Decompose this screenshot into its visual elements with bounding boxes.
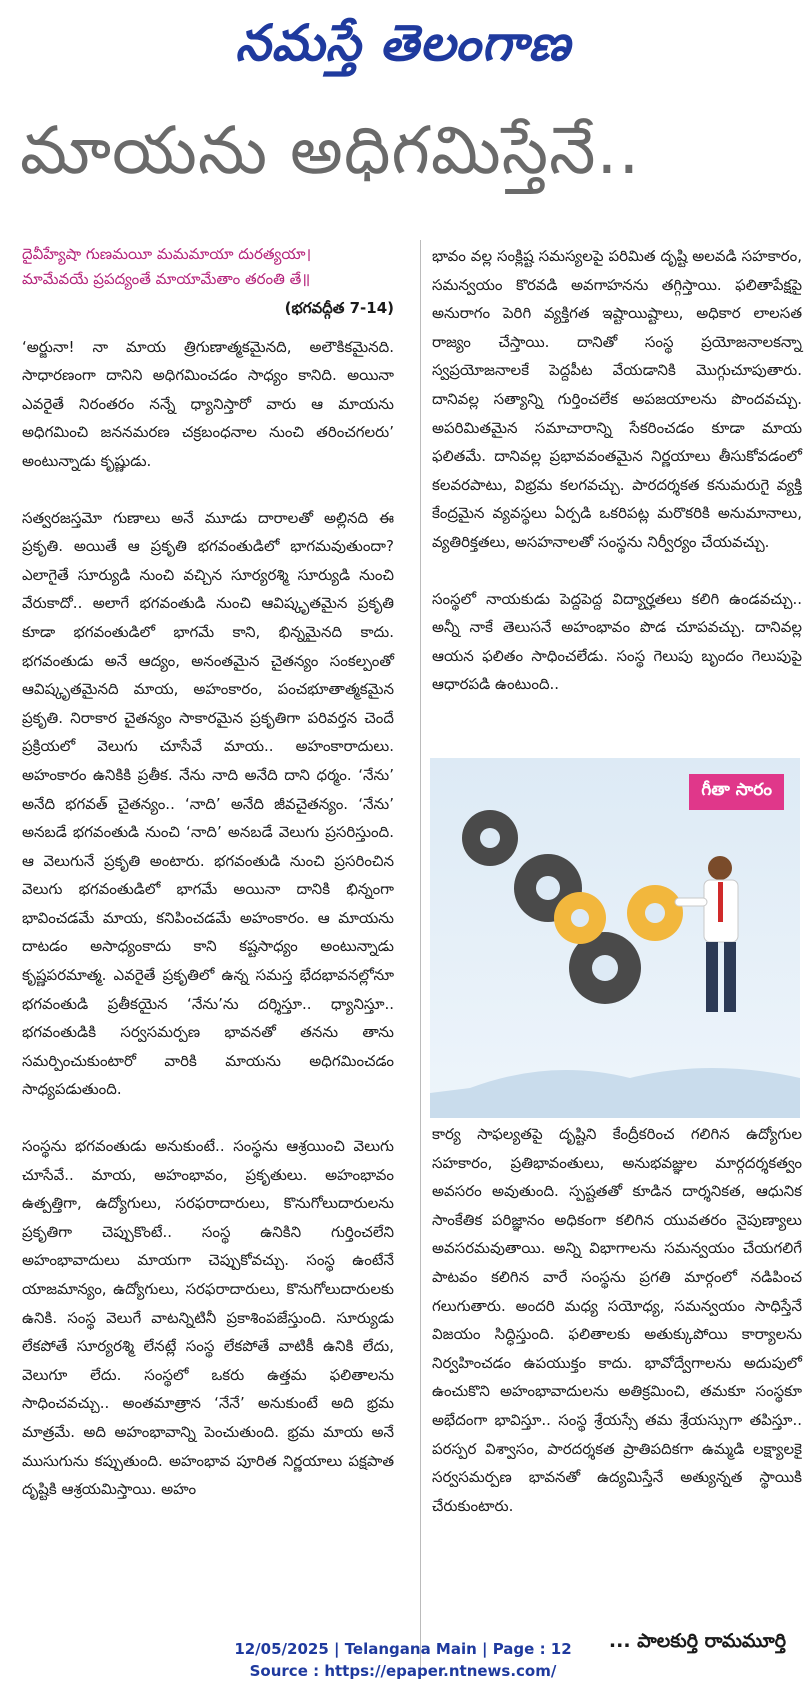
shloka-reference: (భగవద్గీత 7-14) [284, 299, 394, 317]
column-divider [420, 240, 421, 1670]
gears-illustration-icon [430, 758, 800, 1118]
gita-saram-badge: గీతా సారం [689, 774, 784, 810]
body-paragraph: సంస్థను భగవంతుడు అనుకుంటే.. సంస్థను ఆశ్రయించి వెలుగు చూసేవే.. మాయ, అహంభావం, ప్రకృతులు. అహంభావం ఉత్పత్తిగా, ఉద్యోగులు, సరఫరాదారులు, కొనుగోలుదారులను ప్రకృతిగా చెప్పుకొంటే.. సంస్థ ఉనికిని గుర్తించలేని అహంభావాదులు మాయగా చెప్పుకోవచ్చు. సంస్థ ఉంటేనే యాజమాన్యం, ఉద్యోగులు, సరఫరాదారులు, కొనుగోలుదారులకు ఉనికి. సంస్థ వెలుగే వాటన్నిటినీ ప్రకాశింపజేస్తుంది. సూర్యుడు లేకపోతే సూర్యరశ్మి లేనట్లే సంస్థ లేకపోతే వాటికీ ఉనికి లేదు, వెలుగూ లేదు. సంస్థలో ఒకరు ఉత్తమ ఫలితాలను సాధించవచ్చు.. అంతమాత్రాన ‘నేనే’ అనుకుంటే అది భ్రమ మాత్రమే. అది అహంభావాన్ని పెంచుతుంది. భ్రమ మాయ అనే ముసుగును కప్పుతుంది. అహంభావ పూరిత నిర్ణయాలు పక్షపాత దృష్టికి ఆశ్రయమిస్తాయి. అహం [22, 1137, 394, 1499]
right-column-top [432, 242, 802, 727]
article-illustration [430, 758, 800, 1118]
author-signature: ... పాలకుర్తి రామమూర్తి [608, 1630, 786, 1652]
body-paragraph: భావం వల్ల సంక్లిష్ట సమస్యలపై పరిమిత దృష్టి అలవడి సహకారం, సమన్వయం కొరవడి అవగాహనను తగ్గిస్తాయి. ఫలితాపేక్షపై అనురాగం పెరిగి వ్యక్తిగత ఇష్టాయిష్టాలు, అధికార లాలసత రాజ్యం చేస్తాయి. దానితో సంస్థ ప్రయోజనాలకన్నా స్వప్రయోజనాలకే పెద్దపీట వేయడానికి మొగ్గుచూపుతారు. దానివల్ల సత్యాన్ని గుర్తించలేక అపజయాలను పొందవచ్చు. అపరిమితమైన సమాచారాన్ని సేకరించడం కూడా మాయ ఫలితమే. దానివల్ల ప్రభావవంతమైన నిర్ణయాలు తీసుకోవడంలో కలవరపాటు, విభ్రమ కలగవచ్చు. పారదర్శకత కనుమరుగై వ్యక్తి కేంద్రమైన వ్యవస్థలు ఏర్పడి ఒకరిపట్ల మరొకరికి అనుమానాలు, వ్యతిరిక్తతలు, అసహనాలతో సంస్థను నిర్వీర్యం చేయవచ్చు. [432, 247, 802, 551]
footer-source-line: Source : https://epaper.ntnews.com/ [249, 1662, 557, 1680]
newspaper-masthead: నమస్తే తెలంగాణ [235, 14, 571, 72]
article-headline: మాయను అధిగమిస్తేనే.. [20, 112, 641, 189]
body-paragraph: కార్య సాఫల్యతపై దృష్టిని కేంద్రీకరించ గలిగిన ఉద్యోగుల సహకారం, ప్రతిభావంతులు, అనుభవజ్ఞుల మార్గదర్శకత్వం అవసరం అవుతుంది. స్పష్టతతో కూడిన దార్శనికత, ఆధునిక సాంకేతిక పరిజ్ఞానం అధికంగా కలిగిన యువతరం నైపుణ్యాలు అవసరమవుతాయి. అన్ని విభాగాలను సమన్వయం చేయగలిగే పాటవం కలిగిన వారే సంస్థను ప్రగతి మార్గంలో నడిపించ గలుగుతారు. అందరి మధ్య సయోధ్య, సమన్వయం సాధిస్తేనే విజయం సిద్ధిస్తుంది. ఫలితాలకు అతుక్కుపోయి కార్యాలను నిర్వహించడం ఉపయుక్తం కాదు. భావోద్వేగాలను అదుపులో ఉంచుకొని అహంభావాదులను అతిక్రమించి, తమకూ సంస్థకూ అభేదంగా భావిస్తూ.. సంస్థ శ్రేయస్సే తమ శ్రేయస్సుగా తపిస్తూ.. పరస్పర విశ్వాసం, పారదర్శకత ప్రాతిపదికగా ఉమ్మడి లక్ష్యాలకై సర్వసమర్పణ భావనతో ఉద్యమిస్తేనే అత్యున్నత స్థాయికి చేరుకుంటారు. [432, 1125, 802, 1515]
page-footer [0, 1638, 806, 1682]
shloka-line-2: మామేవయే ప్రపద్యంతే మాయామేతాం తరంతి తే॥ [22, 270, 311, 288]
shloka-line-1: దైవీహ్యేషా గుణమయీ మమమాయా దురత్యయా। [22, 245, 312, 263]
right-column-bottom [432, 1120, 802, 1548]
left-column [22, 242, 394, 1532]
body-paragraph: ‘అర్జునా! నా మాయ త్రిగుణాత్మకమైనది, అలౌకికమైనది. సాధారణంగా దానిని అధిగమించడం సాధ్యం కానిది. అయినా ఎవరైతే నిరంతరం నన్నే ధ్యానిస్తారో వారు ఆ మాయను అధిగమించి జననమరణ చక్రబంధనాల నుంచి తరించగలరు’ అంటున్నాడు కృష్ణుడు. [22, 337, 394, 470]
footer-edition-line: 12/05/2025 | Telangana Main | Page : 12 [234, 1640, 572, 1658]
body-paragraph: సంస్థలో నాయకుడు పెద్దపెద్ద విద్యార్హతలు కలిగి ఉండవచ్చు.. అన్నీ నాకే తెలుసనే అహంభావం పొడ చూపవచ్చు. దానివల్ల ఆయన ఫలితం సాధించలేడు. సంస్థ గెలుపు బృందం గెలుపుపై ఆధారపడి ఉంటుంది.. [432, 589, 802, 694]
body-paragraph: సత్వరజస్తమో గుణాలు అనే మూడు దారాలతో అల్లినది ఈ ప్రకృతి. అయితే ఆ ప్రకృతి భగవంతుడిలో భాగమవుతుందా? ఎలాగైతే సూర్యుడి నుంచి వచ్చిన సూర్యరశ్మి సూర్యుడి నుంచి వేరుకాదో.. అలాగే భగవంతుడి నుంచి ఆవిష్కృతమైన ప్రకృతి కూడా భగవంతుడిలో భాగమే కాని, భిన్నమైనది కాదు. భగవంతుడు అనే ఆద్యం, అనంతమైన చైతన్యం సంకల్పంతో ఆవిష్కృతమైనది మాయ, అహంకారం, పంచభూతాత్మకమైన ప్రకృతి. నిరాకార చైతన్యం సాకారమైన ప్రకృతిగా పరివర్తన చెందే ప్రక్రియలో వెలుగు చూసేవే మాయ.. అహంకారాదులు. అహంకారం ఉనికికి ప్రతీక. నేను నాది అనేది దాని ధర్మం. ‘నేను’ అనేది భగవత్ చైతన్యం.. ‘నాది’ అనేది జీవచైతన్యం. ‘నేను’ అనబడే భగవంతుడి నుంచి ‘నాది’ అనబడే వెలుగు ప్రసరిస్తుంది. ఆ వెలుగునే ప్రకృతి అంటారు. భగవంతుడి నుంచి ప్రసరించిన వెలుగు భగవంతుడిలో భాగమే అయినా దానికి భిన్నంగా భావించడమే మాయ, కనిపించడమే అహంకారం. ఆ మాయను దాటడం అసాధ్యంకాదు కాని కష్టసాధ్యం అంటున్నాడు కృష్ణపరమాత్మ. ఎవరైతే ప్రకృతిలో ఉన్న సమస్త భేదభావనల్లోనూ భగవంతుడి ప్రతీకయైన ‘నేను’ను దర్శిస్తూ.. ధ్యానిస్తూ.. భగవంతుడికి సర్వసమర్పణ భావనతో తనను తాను సమర్పించుకుంటారో వారికి మాయను అధిగమించడం సాధ్యపడుతుంది. [22, 508, 394, 1099]
